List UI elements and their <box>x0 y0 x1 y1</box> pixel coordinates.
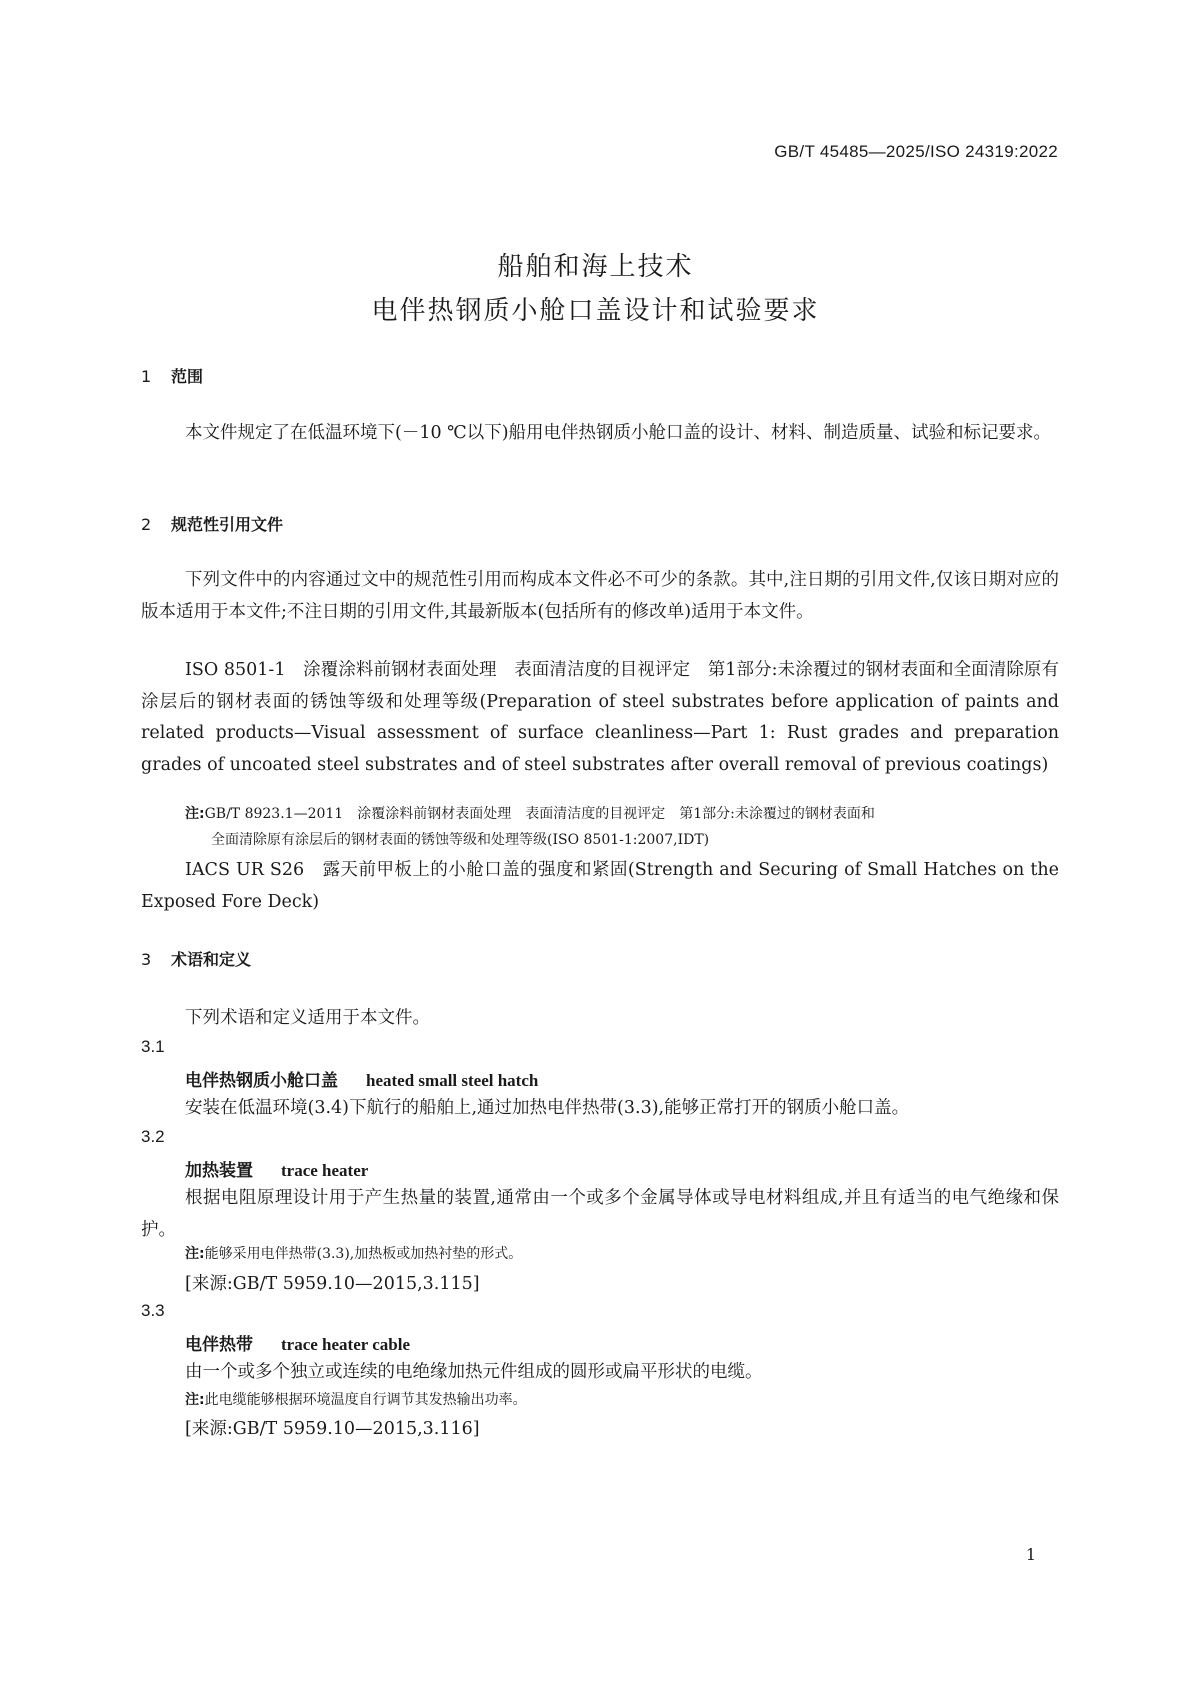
term-definition: 安装在低温环境(3.4)下航行的船舶上,通过加热电伴热带(3.3),能够正常打开的钢质小舱口盖。 <box>185 1098 910 1118</box>
term-en: trace heater cable <box>281 1335 411 1354</box>
term-cn: 加热装置 <box>185 1161 253 1181</box>
section-number: 3 <box>141 950 152 969</box>
page-number: 1 <box>1025 1545 1036 1564</box>
document-title-line1: 船舶和海上技术 <box>497 252 694 282</box>
section-3-paragraph: 下列术语和定义适用于本文件。 <box>185 1008 430 1028</box>
section-number: 2 <box>141 515 152 534</box>
note-text: 此电缆能够根据环境温度自行调节其发热输出功率。 <box>204 1392 527 1408</box>
term-number: 3.1 <box>141 1037 165 1056</box>
term-note <box>185 1241 1060 1267</box>
term-cn: 电伴热带 <box>185 1335 253 1355</box>
section-title: 范围 <box>171 367 204 386</box>
section-2-paragraph: 下列文件中的内容通过文中的规范性引用而构成本文件必不可少的条款。其中,注日期的引用文件,仅该日期对应的版本适用于本文件;不注日期的引用文件,其最新版本(包括所有的修改单)适用于本文件。 <box>141 570 1059 622</box>
note-label: 注: <box>185 1246 205 1262</box>
term-en: trace heater <box>281 1161 369 1180</box>
term-source: [来源:GB/T 5959.10—2015,3.116] <box>185 1419 480 1439</box>
term-heading <box>185 1330 410 1355</box>
term-heading <box>185 1156 368 1181</box>
section-1-heading <box>141 364 203 387</box>
note-text: 能够采用电伴热带(3.3),加热板或加热衬垫的形式。 <box>204 1246 523 1262</box>
section-number: 1 <box>141 367 152 386</box>
term-cn: 电伴热钢质小舱口盖 <box>185 1071 338 1091</box>
note-label: 注: <box>185 1392 205 1408</box>
term-source: [来源:GB/T 5959.10—2015,3.115] <box>185 1274 480 1294</box>
term-number: 3.3 <box>141 1301 165 1320</box>
section-2-heading <box>141 512 283 535</box>
term-definition: 根据电阻原理设计用于产生热量的装置,通常由一个或多个金属导体或导电材料组成,并且有适当的电气绝缘和保护。 <box>141 1188 1059 1240</box>
reference-note-line2: 全面清除原有涂层后的钢材表面的锈蚀等级和处理等级(ISO 8501-1:2007,IDT) <box>211 832 710 848</box>
reference-note <box>185 801 1060 853</box>
standard-code: GB/T 45485—2025/ISO 24319:2022 <box>774 142 1058 161</box>
section-title: 规范性引用文件 <box>171 515 284 534</box>
note-text: GB/T 8923.1—2011 涂覆涂料前钢材表面处理 表面清洁度的目视评定 第1部分:未涂覆过的钢材表面和 <box>204 806 875 822</box>
term-number: 3.2 <box>141 1127 165 1146</box>
term-heading <box>185 1066 538 1091</box>
document-title-line2: 电伴热钢质小舱口盖设计和试验要求 <box>371 296 820 326</box>
normative-reference-iso-8501-1: ISO 8501-1 涂覆涂料前钢材表面处理 表面清洁度的目视评定 第1部分:未涂覆过的钢材表面和全面清除原有涂层后的钢材表面的锈蚀等级和处理等级(Preparation of steel substrates before application of paints and related products—Visual assessment of surface cleanliness—Part 1: Rust grades and preparation grades of uncoated steel substrates and of steel substrates after overall removal of previous coatings) <box>141 660 1059 775</box>
note-label: 注: <box>185 806 205 822</box>
section-3-heading <box>141 947 251 970</box>
section-title: 术语和定义 <box>171 950 252 969</box>
normative-reference-iacs-ur-s26: IACS UR S26 露天前甲板上的小舱口盖的强度和紧固(Strength and Securing of Small Hatches on the Exposed Fore Deck) <box>141 860 1059 912</box>
section-1-paragraph: 本文件规定了在低温环境下(－10 ℃以下)船用电伴热钢质小舱口盖的设计、材料、制造质量、试验和标记要求。 <box>185 423 1052 443</box>
term-note <box>185 1387 1060 1413</box>
reference-note-line1 <box>185 801 1060 827</box>
term-definition: 由一个或多个独立或连续的电绝缘加热元件组成的圆形或扁平形状的电缆。 <box>185 1362 763 1382</box>
term-en: heated small steel hatch <box>366 1071 539 1090</box>
